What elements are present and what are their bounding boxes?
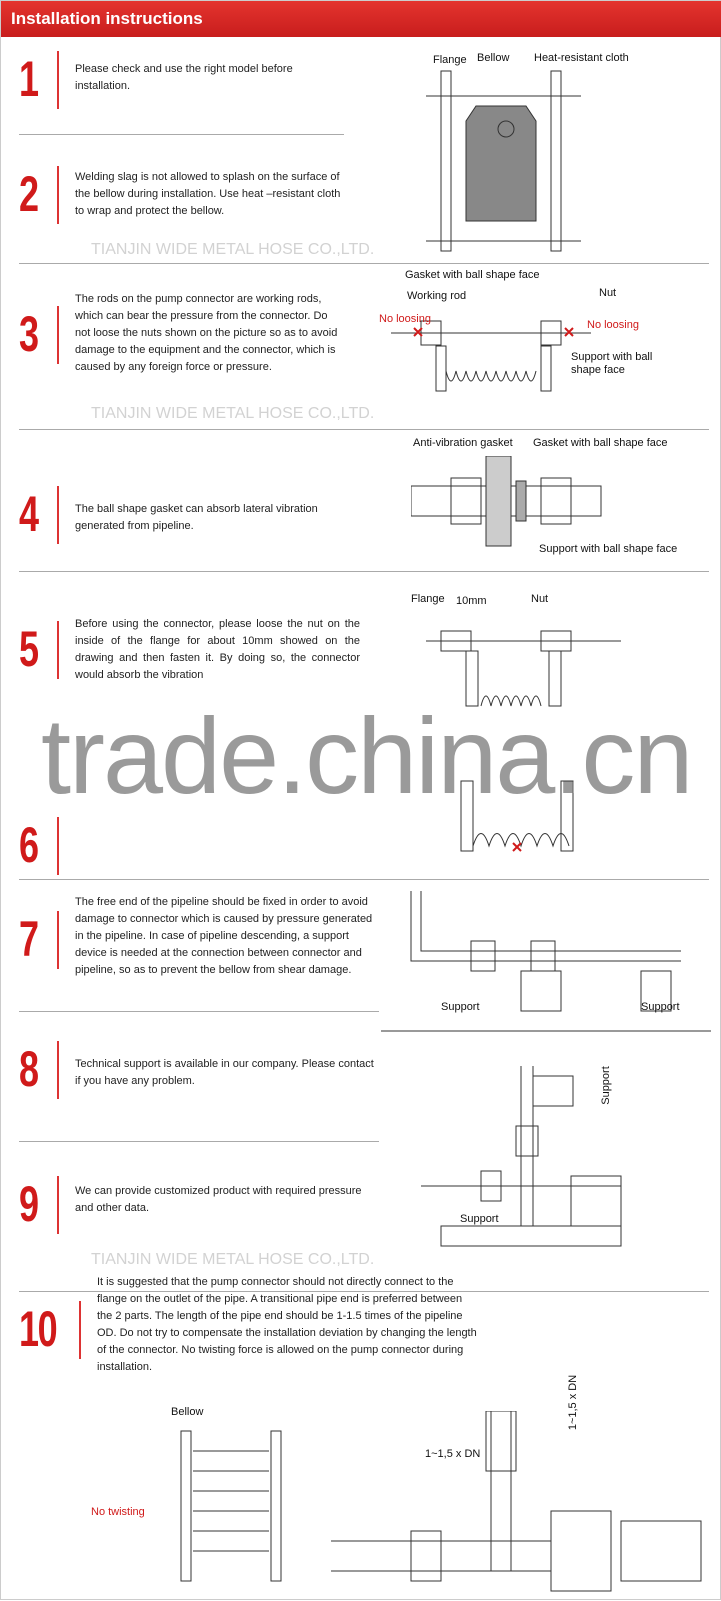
watermark-company: TIANJIN WIDE METAL HOSE CO.,LTD. xyxy=(91,405,375,422)
step-number: 9 xyxy=(19,1176,38,1232)
diagram-label: Support with ball shape face xyxy=(539,543,678,555)
diagram-label: 1~1,5 x DN xyxy=(425,1448,481,1460)
step-number: 6 xyxy=(19,817,38,873)
divider-bar xyxy=(57,1176,59,1234)
divider-bar xyxy=(57,486,59,544)
diagram-label: Flange xyxy=(411,593,445,605)
step-text: The ball shape gasket can absorb lateral vibration generated from pipeline. xyxy=(75,503,318,532)
diagram-label: No twisting xyxy=(91,1506,145,1518)
diagram-label: No loosing xyxy=(587,319,639,331)
divider xyxy=(19,1011,379,1012)
diagram-label: 1~1,5 x DN xyxy=(567,1374,580,1431)
divider-bar xyxy=(57,306,59,364)
diagram-label: Support xyxy=(460,1213,499,1225)
diagram-label: Support with ball shape face xyxy=(571,351,653,376)
diagram-label: Gasket with ball shape face xyxy=(405,269,540,281)
step-text: Please check and use the right model before installation. xyxy=(75,63,293,92)
step-text: We can provide customized product with required pressure and other data. xyxy=(75,1185,362,1214)
step-text: Welding slag is not allowed to splash on the surface of the bellow during installation. Use heat –resistant cloth to wrap and protect the bellow. xyxy=(75,171,341,217)
divider-bar xyxy=(57,166,59,224)
diagram-label: Gasket with ball shape face xyxy=(533,437,668,449)
step-number: 2 xyxy=(19,166,38,222)
watermark: trade.china.cn xyxy=(41,695,692,816)
divider xyxy=(19,429,709,430)
divider-bar xyxy=(57,51,59,109)
step-number: 10 xyxy=(19,1301,57,1357)
divider xyxy=(19,134,344,135)
watermark-company: TIANJIN WIDE METAL HOSE CO.,LTD. xyxy=(91,241,375,258)
divider xyxy=(19,571,709,572)
diagram-label: Support xyxy=(599,1066,612,1105)
diagram-label: Bellow xyxy=(477,52,510,64)
diagram-label: 10mm xyxy=(456,595,487,607)
divider xyxy=(19,263,709,264)
diagram-label: Support xyxy=(641,1001,680,1013)
page-title: Installation instructions xyxy=(1,1,721,37)
diagram-label: Working rod xyxy=(407,290,467,302)
step-number: 5 xyxy=(19,621,38,677)
diagram-label: No loosing xyxy=(379,313,431,325)
diagram-label: Nut xyxy=(531,593,549,605)
diagram-label: Bellow xyxy=(171,1406,204,1418)
step-text: The free end of the pipeline should be fixed in order to avoid damage to connector which is caused by pressure generated in the pipeline. In case of pipeline descending, a support device is needed at the connection between connector and pipeline, so as to prevent the bellow from shear damage. xyxy=(75,896,373,976)
divider-bar xyxy=(57,621,59,679)
step-number: 4 xyxy=(19,486,38,542)
diagram-label: Anti-vibration gasket xyxy=(413,437,513,449)
divider-bar xyxy=(79,1301,81,1359)
divider-bar xyxy=(57,1041,59,1099)
step-number: 7 xyxy=(19,911,38,967)
step-text: Technical support is available in our company. Please contact if you have any problem. xyxy=(75,1058,374,1087)
divider xyxy=(19,879,709,880)
divider-bar xyxy=(57,911,59,969)
step-text: It is suggested that the pump connector should not directly connect to the flange on the outlet of the pipe. A transitional pipe end is preferred between the 2 parts. The length of the pipe end should be 1-1.5 times of the pipeline OD. Do not try to compensate the installation deviation by changing the length of the connector. No twisting force is allowed on the pump connector during installation. xyxy=(97,1276,477,1373)
diagram-label: Heat-resistant cloth xyxy=(534,52,629,64)
gasket-diagram xyxy=(411,456,611,556)
diagram-label: Nut xyxy=(599,287,617,299)
step-text: The rods on the pump connector are working rods, which can bear the pressure from the connector. Do not loose the nuts shown on the picture so as to avoid damage to the equipment and the connector, which is caused by any foreign force or pressure. xyxy=(75,293,338,373)
pipeline-support-diagram xyxy=(381,891,711,1041)
step-number: 1 xyxy=(19,51,38,107)
watermark-company: TIANJIN WIDE METAL HOSE CO.,LTD. xyxy=(91,1251,375,1268)
diagram-label: Support xyxy=(441,1001,480,1013)
step-text: Before using the connector, please loose the nut on the inside of the flange for about 10mm showed on the drawing and then fasten it. By doing so, the connector would absorb the vibration xyxy=(75,618,360,681)
step-number: 8 xyxy=(19,1041,38,1097)
pump-connector-diagram xyxy=(81,1411,711,1601)
divider-bar xyxy=(57,817,59,875)
bellow-cloth-diagram xyxy=(421,51,621,261)
step-number: 3 xyxy=(19,306,38,362)
diagram-label: Flange xyxy=(433,54,467,66)
divider xyxy=(19,1141,379,1142)
